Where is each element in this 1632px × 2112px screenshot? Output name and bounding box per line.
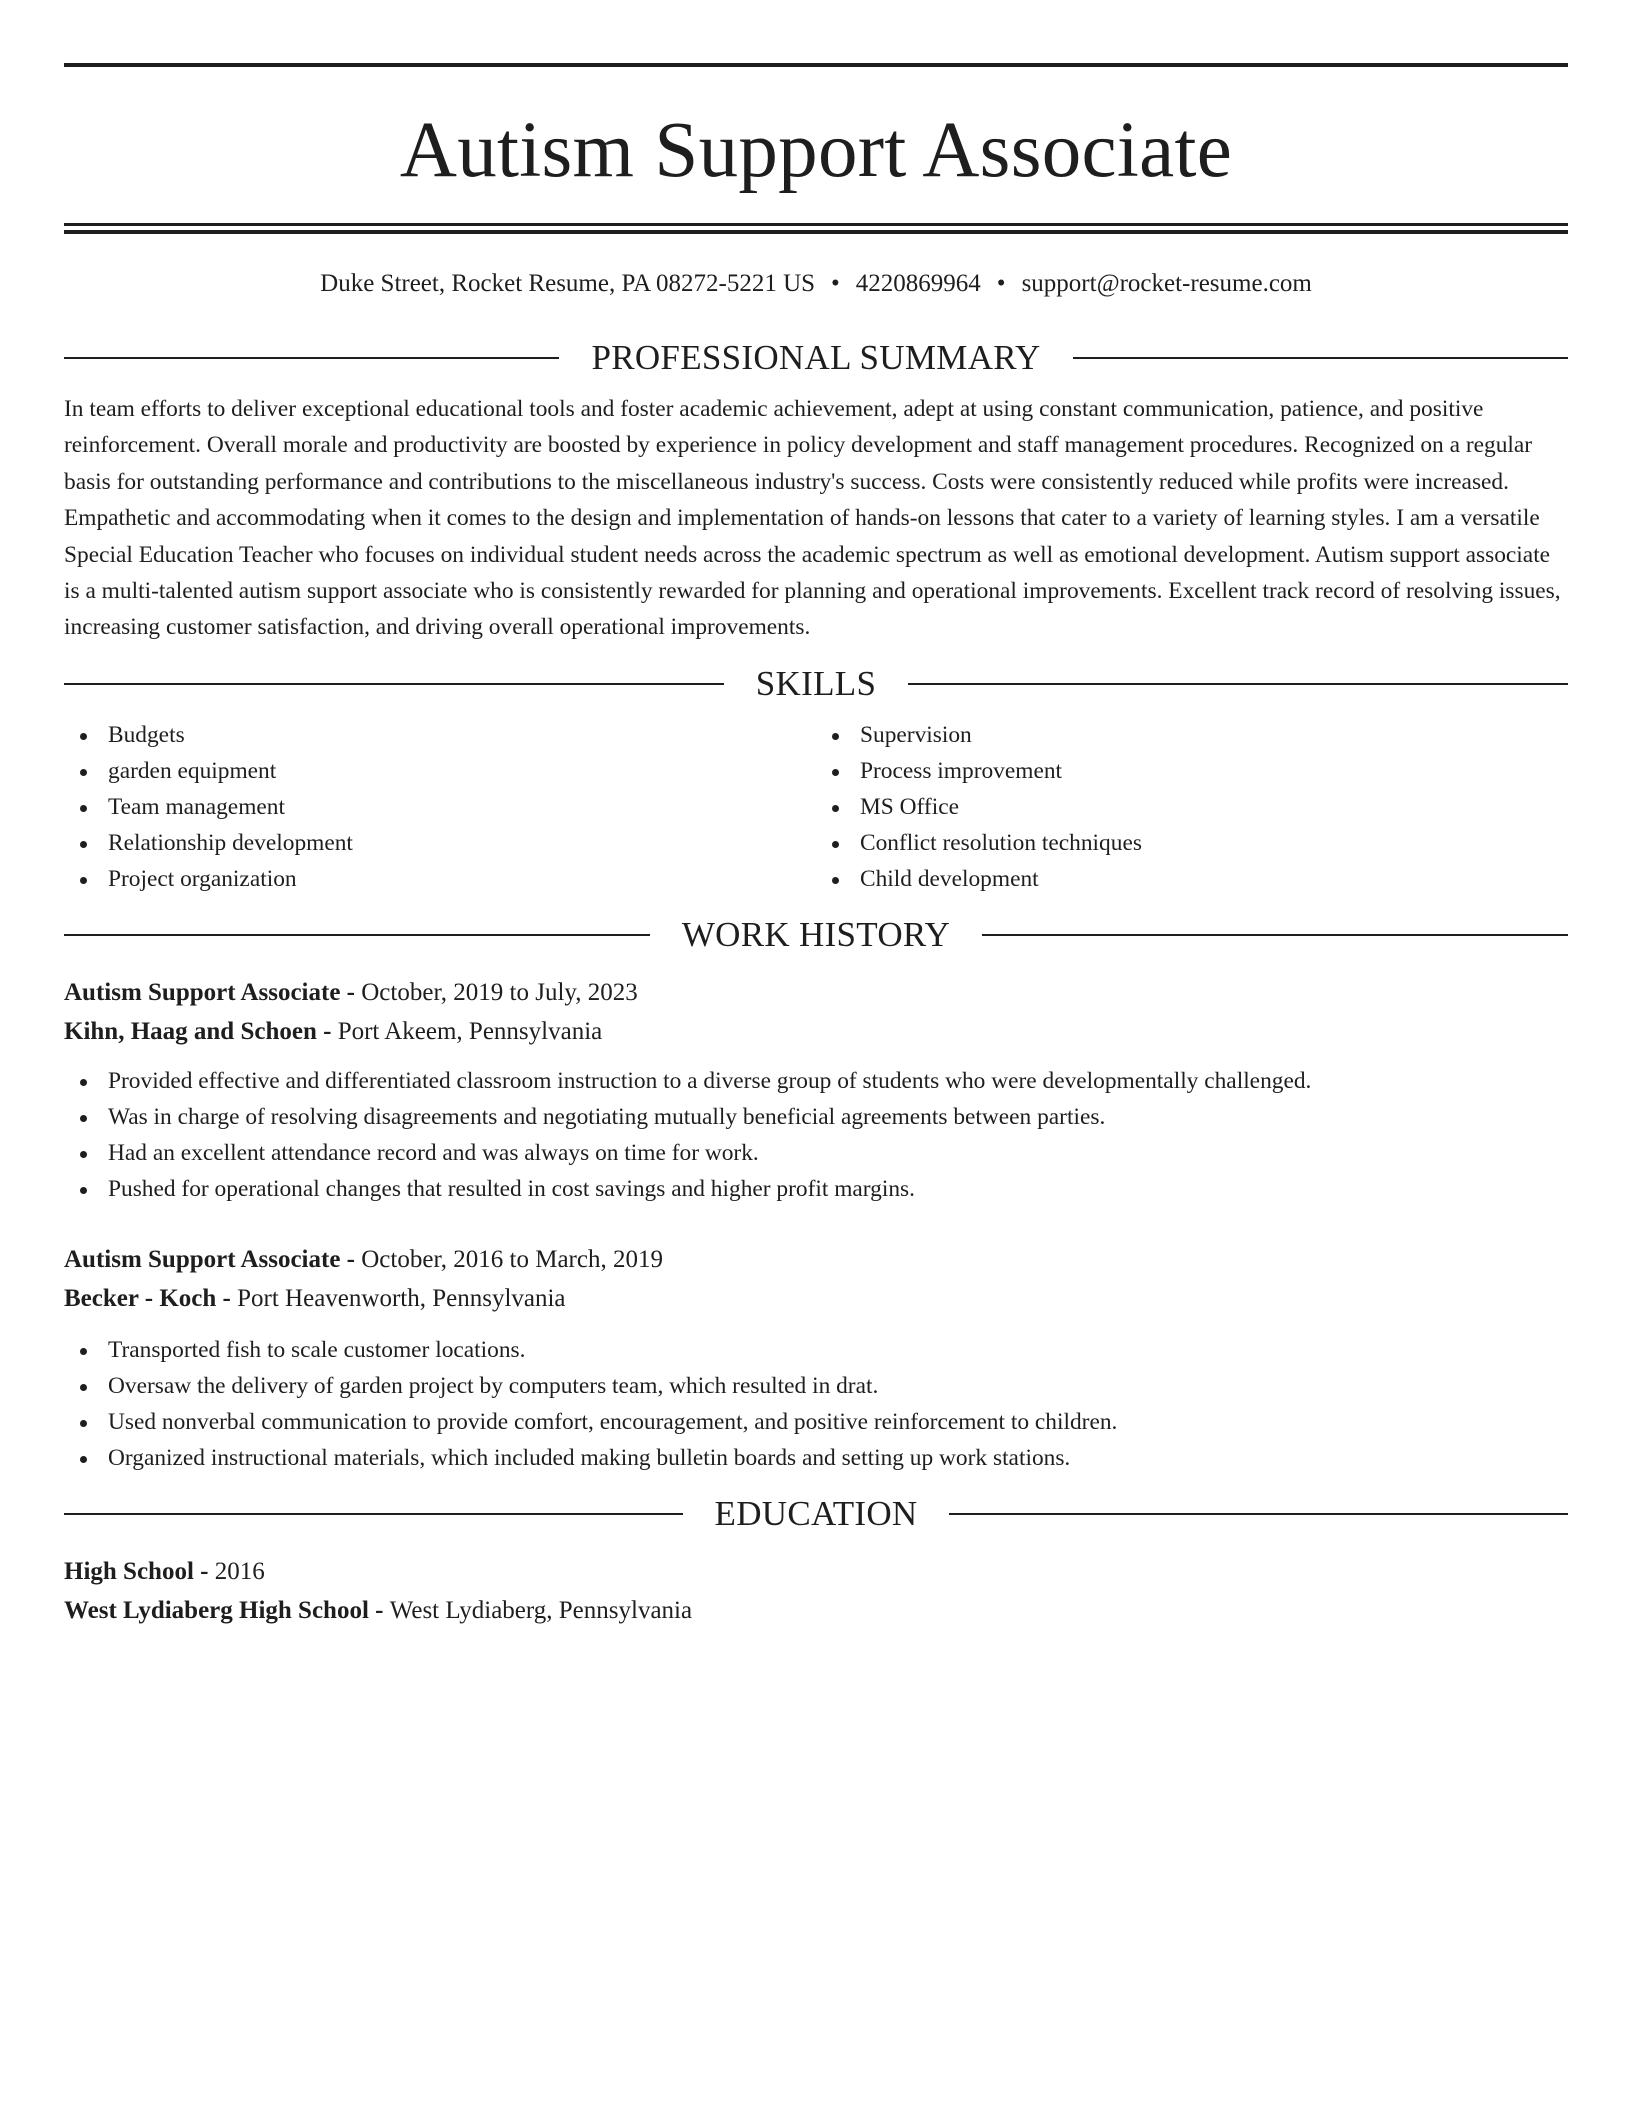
education-title: EDUCATION bbox=[714, 1493, 918, 1533]
contact-separator: • bbox=[996, 270, 1006, 297]
candidate-name: Autism Support Associate bbox=[399, 107, 1233, 194]
job-title-line bbox=[64, 973, 1568, 1012]
skill-item: Conflict resolution techniques bbox=[816, 825, 1568, 861]
job-title: Autism Support Associate bbox=[64, 1245, 341, 1273]
job-company: Becker - Koch bbox=[64, 1284, 217, 1312]
dash: - bbox=[316, 1017, 338, 1045]
job-bullet: Organized instructional materials, which included making bulletin boards and setting up work stations. bbox=[64, 1440, 1568, 1476]
work-heading bbox=[64, 913, 1568, 957]
job-bullet: Oversaw the delivery of garden project by computers team, which resulted in drat. bbox=[64, 1368, 1568, 1404]
contact-line bbox=[64, 267, 1568, 301]
job-bullet: Used nonverbal communication to provide comfort, encouragement, and positive reinforcement to children. bbox=[64, 1404, 1568, 1440]
skill-item: Relationship development bbox=[64, 825, 816, 861]
education-location: West Lydiaberg, Pennsylvania bbox=[389, 1596, 693, 1624]
skills-list bbox=[64, 717, 1568, 897]
contact-address: Duke Street, Rocket Resume, PA 08272-5221 US bbox=[320, 270, 816, 297]
job-company-line bbox=[64, 1279, 1568, 1318]
dash: - bbox=[216, 1284, 238, 1312]
education-heading bbox=[64, 1492, 1568, 1536]
job-location: Port Akeem, Pennsylvania bbox=[337, 1017, 603, 1045]
job-bullet: Was in charge of resolving disagreements and negotiating mutually beneficial agreements between parties. bbox=[64, 1099, 1568, 1135]
divider-line bbox=[64, 683, 724, 685]
skill-item: Project organization bbox=[64, 861, 816, 897]
education-year: 2016 bbox=[214, 1557, 265, 1585]
education-entry bbox=[64, 1552, 1568, 1630]
skill-item: Process improvement bbox=[816, 753, 1568, 789]
divider-line bbox=[64, 357, 559, 359]
dash: - bbox=[340, 1245, 362, 1273]
job-title-line bbox=[64, 1240, 1568, 1279]
job-bullets bbox=[64, 1332, 1568, 1476]
skills-column-right bbox=[816, 717, 1568, 897]
job-dates: October, 2019 to July, 2023 bbox=[361, 978, 638, 1006]
skills-title: SKILLS bbox=[755, 663, 877, 703]
job-company: Kihn, Haag and Schoen bbox=[64, 1017, 317, 1045]
skill-item: MS Office bbox=[816, 789, 1568, 825]
divider-line bbox=[982, 934, 1568, 936]
skill-item: Supervision bbox=[816, 717, 1568, 753]
job-company-line bbox=[64, 1012, 1568, 1051]
summary-text: In team efforts to deliver exceptional educational tools and foster academic achievement, adept at using constant communication, patience, and positive reinforcement. Overall morale and productivity are boosted by experience in policy development and staff management procedures. Recognized on a regular basis for outstanding performance and contributions to the miscellaneous industry's success. Costs were consistently reduced while profits were increased. Empathetic and accommodating when it comes to the design and implementation of hands-on lessons that cater to a variety of learning styles. I am a versatile Special Education Teacher who focuses on individual student needs across the academic spectrum as well as emotional development. Autism support associate is a multi-talented autism support associate who is consistently rewarded for planning and operational improvements. Excellent track record of resolving issues, increasing customer satisfaction, and driving overall operational improvements. bbox=[64, 396, 1561, 641]
work-title: WORK HISTORY bbox=[681, 914, 951, 954]
divider-line bbox=[64, 934, 650, 936]
education-degree: High School bbox=[64, 1557, 194, 1585]
skill-item: garden equipment bbox=[64, 753, 816, 789]
job-bullet: Transported fish to scale customer locations. bbox=[64, 1332, 1568, 1368]
divider-line bbox=[64, 1513, 683, 1515]
job-entry bbox=[64, 973, 1568, 1207]
education-degree-line bbox=[64, 1552, 1568, 1591]
job-bullet: Pushed for operational changes that resulted in cost savings and higher profit margins. bbox=[64, 1171, 1568, 1207]
skills-heading bbox=[64, 662, 1568, 706]
summary-heading bbox=[64, 336, 1568, 380]
dash: - bbox=[340, 978, 362, 1006]
top-rule bbox=[64, 63, 1568, 67]
job-title: Autism Support Associate bbox=[64, 978, 341, 1006]
job-bullet: Had an excellent attendance record and was always on time for work. bbox=[64, 1135, 1568, 1171]
contact-phone: 4220869964 bbox=[855, 270, 981, 297]
summary-title: PROFESSIONAL SUMMARY bbox=[591, 338, 1041, 377]
divider-line bbox=[908, 683, 1568, 685]
contact-email[interactable]: support@rocket-resume.com bbox=[1021, 270, 1312, 297]
dash: - bbox=[368, 1596, 390, 1624]
skill-item: Team management bbox=[64, 789, 816, 825]
skill-item: Child development bbox=[816, 861, 1568, 897]
education-school-line bbox=[64, 1591, 1568, 1630]
job-bullet: Provided effective and differentiated classroom instruction to a diverse group of students who were developmentally challenged. bbox=[64, 1063, 1568, 1099]
contact-separator: • bbox=[831, 270, 840, 297]
resume-page bbox=[64, 63, 1568, 1630]
job-bullets bbox=[64, 1063, 1568, 1207]
divider-line bbox=[1073, 357, 1568, 359]
skills-column-left bbox=[64, 717, 816, 897]
title-double-rule bbox=[64, 223, 1568, 234]
dash: - bbox=[193, 1557, 215, 1585]
skill-item: Budgets bbox=[64, 717, 816, 753]
education-school: West Lydiaberg High School bbox=[64, 1596, 369, 1624]
job-entry bbox=[64, 1240, 1568, 1476]
job-dates: October, 2016 to March, 2019 bbox=[361, 1245, 663, 1273]
job-location: Port Heavenworth, Pennsylvania bbox=[237, 1284, 566, 1312]
divider-line bbox=[949, 1513, 1568, 1515]
